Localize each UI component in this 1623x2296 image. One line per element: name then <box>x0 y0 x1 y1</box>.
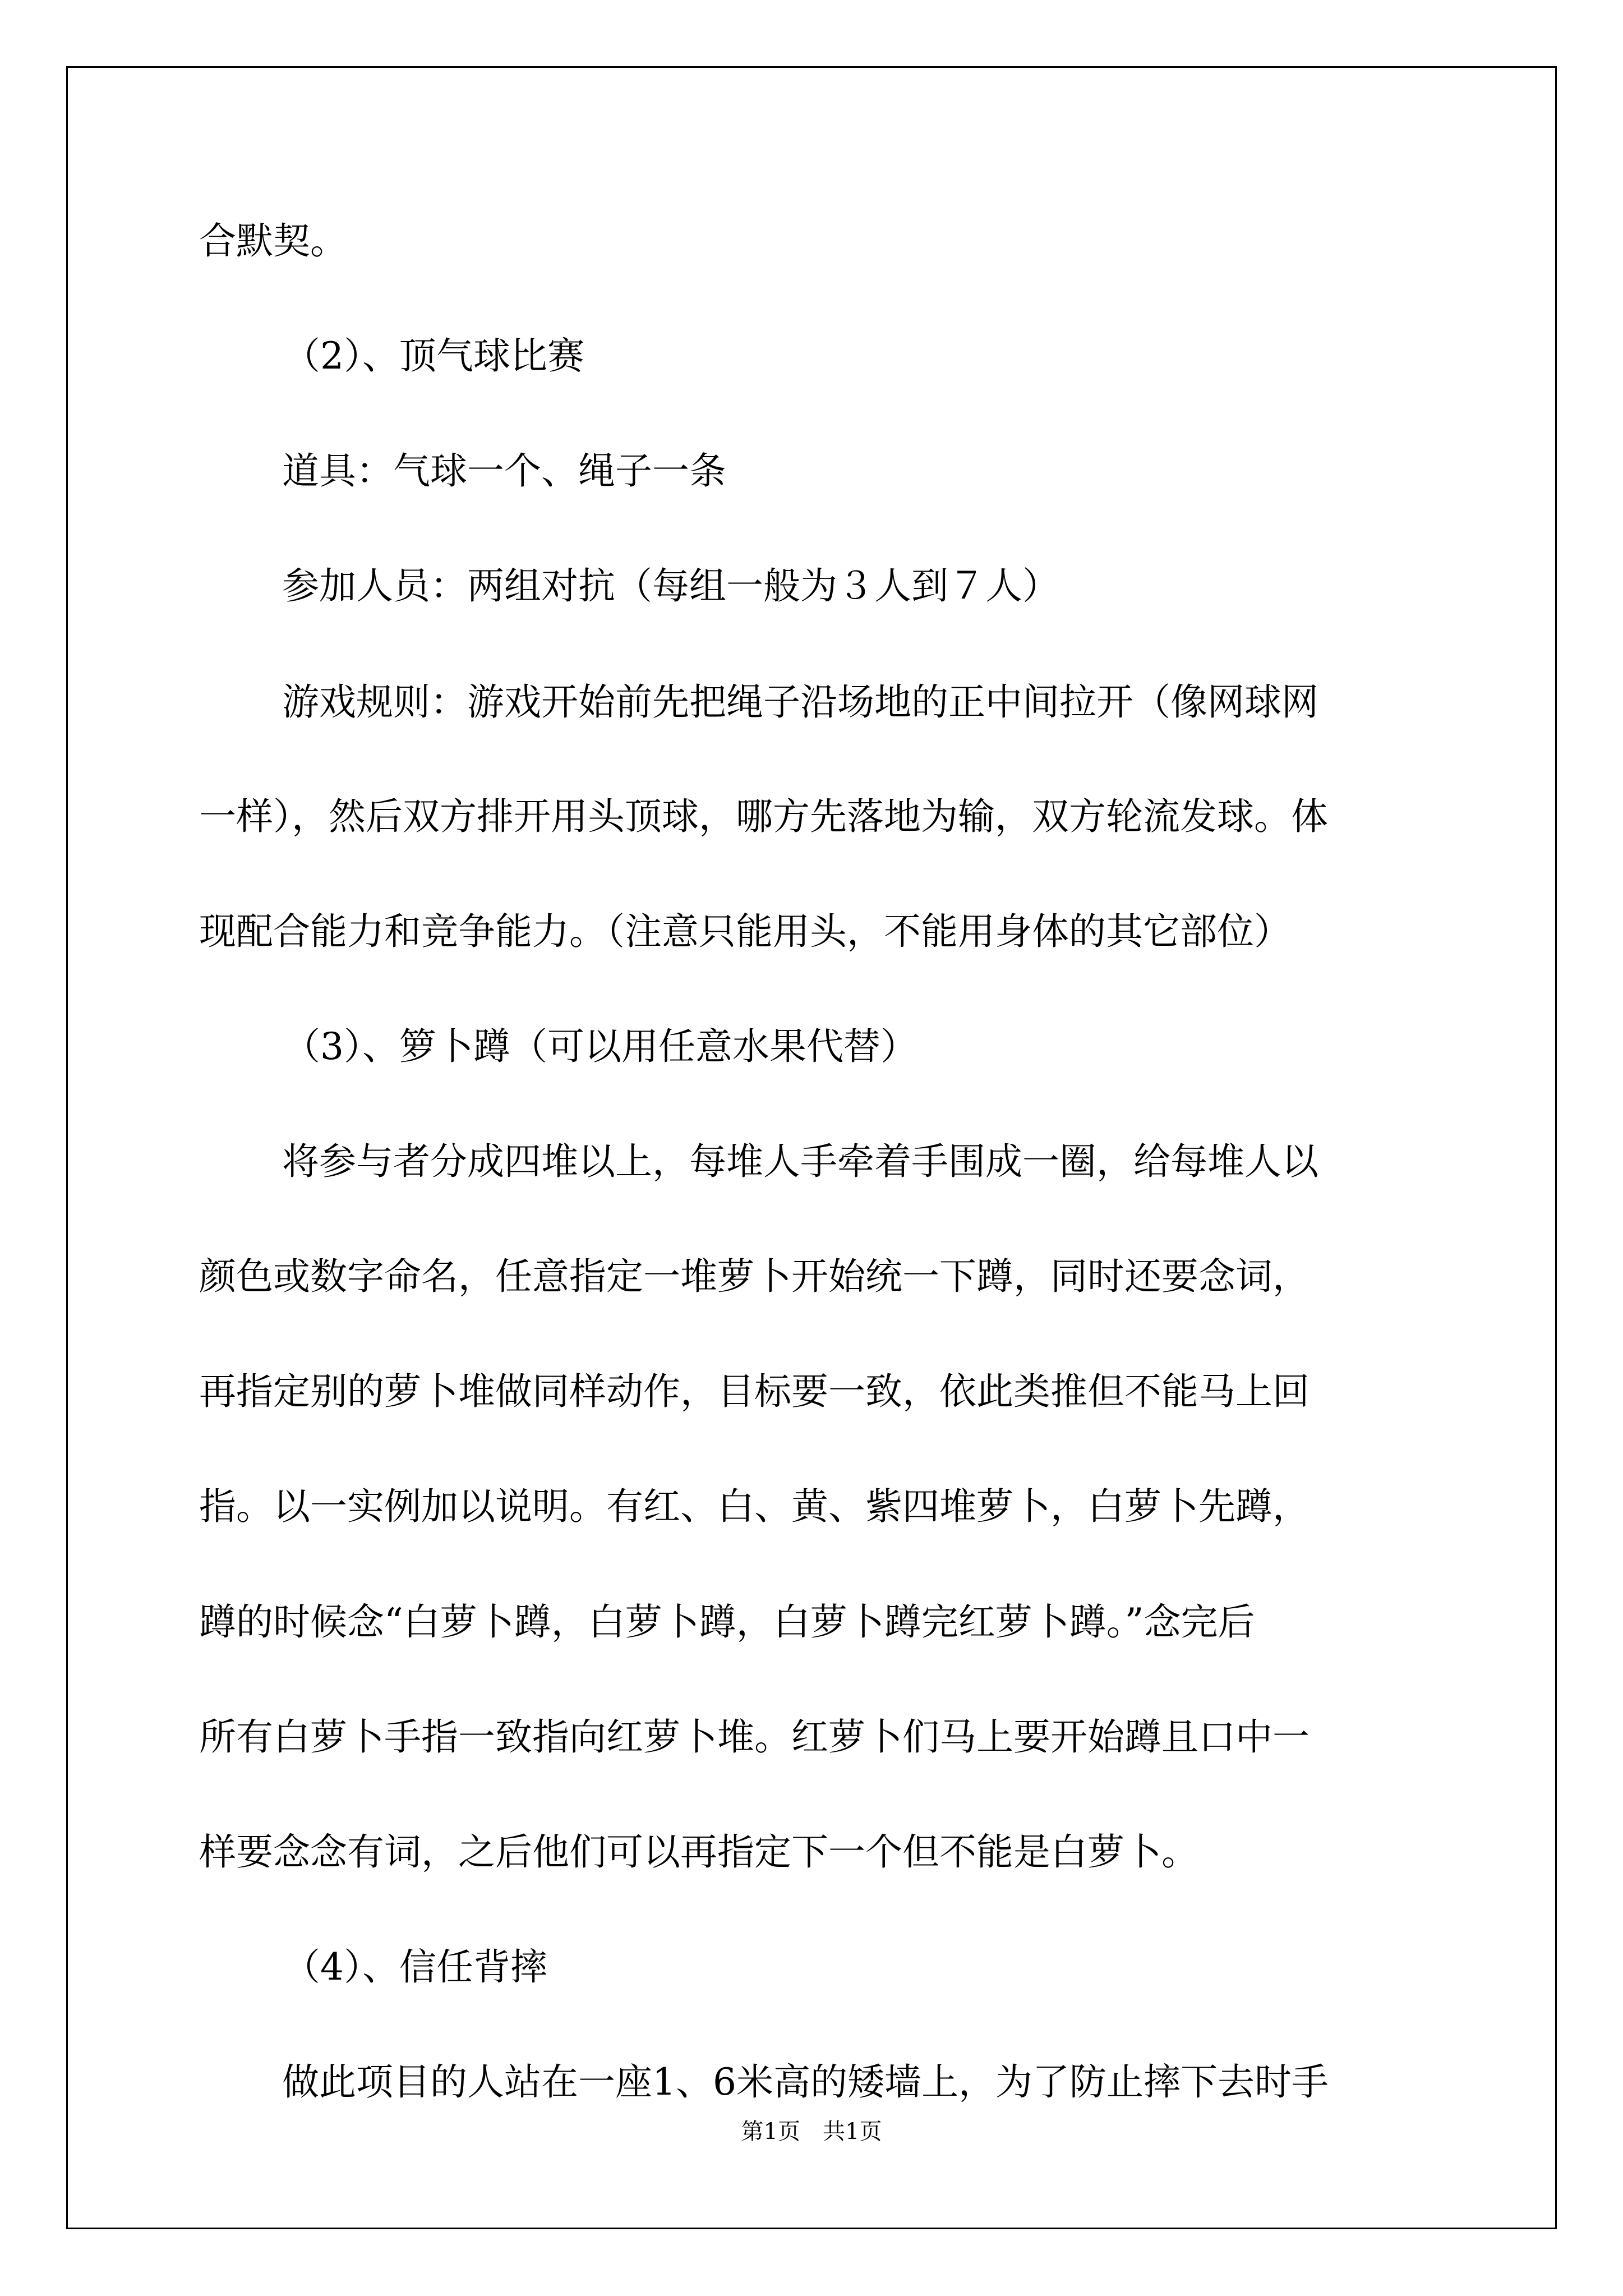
text-line: 做此项目的人站在一座1、6米高的矮墙上，为了防止摔下去时手 <box>282 2060 1329 2104</box>
section-heading: （2）、顶气球比赛 <box>283 334 584 378</box>
text-line: 参加人员：两组对抗（每组一般为３人到７人） <box>282 564 1059 608</box>
text-line: 将参与者分成四堆以上，每堆人手牵着手围成一圈，给每堆人以 <box>282 1140 1318 1183</box>
text-line: 颜色或数字命名，任意指定一堆萝卜开始统一下蹲，同时还要念词， <box>199 1255 1310 1298</box>
section-heading: （4）、信任背摔 <box>283 1945 547 1989</box>
text-line: 现配合能力和竞争能力。（注意只能用头，不能用身体的其它部位） <box>199 910 1291 953</box>
text-line: 再指定别的萝卜堆做同样动作，目标要一致，依此类推但不能马上回 <box>199 1370 1310 1413</box>
section-heading: （3）、箩卜蹲（可以用任意水果代替） <box>283 1025 917 1068</box>
text-line: 一样），然后双方排开用头顶球，哪方先落地为输，双方轮流发球。体 <box>199 795 1328 838</box>
page-footer: 第1页 共1页 <box>741 2119 882 2145</box>
text-line: 所有白萝卜手指一致指向红萝卜堆。红萝卜们马上要开始蹲且口中一 <box>199 1715 1310 1759</box>
text-line: 合默契。 <box>199 219 347 263</box>
text-line: 蹲的时候念“白萝卜蹲，白萝卜蹲，白萝卜蹲完红萝卜蹲。”念完后 <box>199 1600 1255 1644</box>
text-line: 道具：气球一个、绳子一条 <box>282 449 726 493</box>
text-line: 样要念念有词，之后他们可以再指定下一个但不能是白萝卜。 <box>199 1830 1198 1874</box>
text-line: 指。以一实例加以说明。有红、白、黄、紫四堆萝卜，白萝卜先蹲， <box>199 1485 1310 1528</box>
text-line: 游戏规则：游戏开始前先把绳子沿场地的正中间拉开（像网球网 <box>282 680 1318 724</box>
